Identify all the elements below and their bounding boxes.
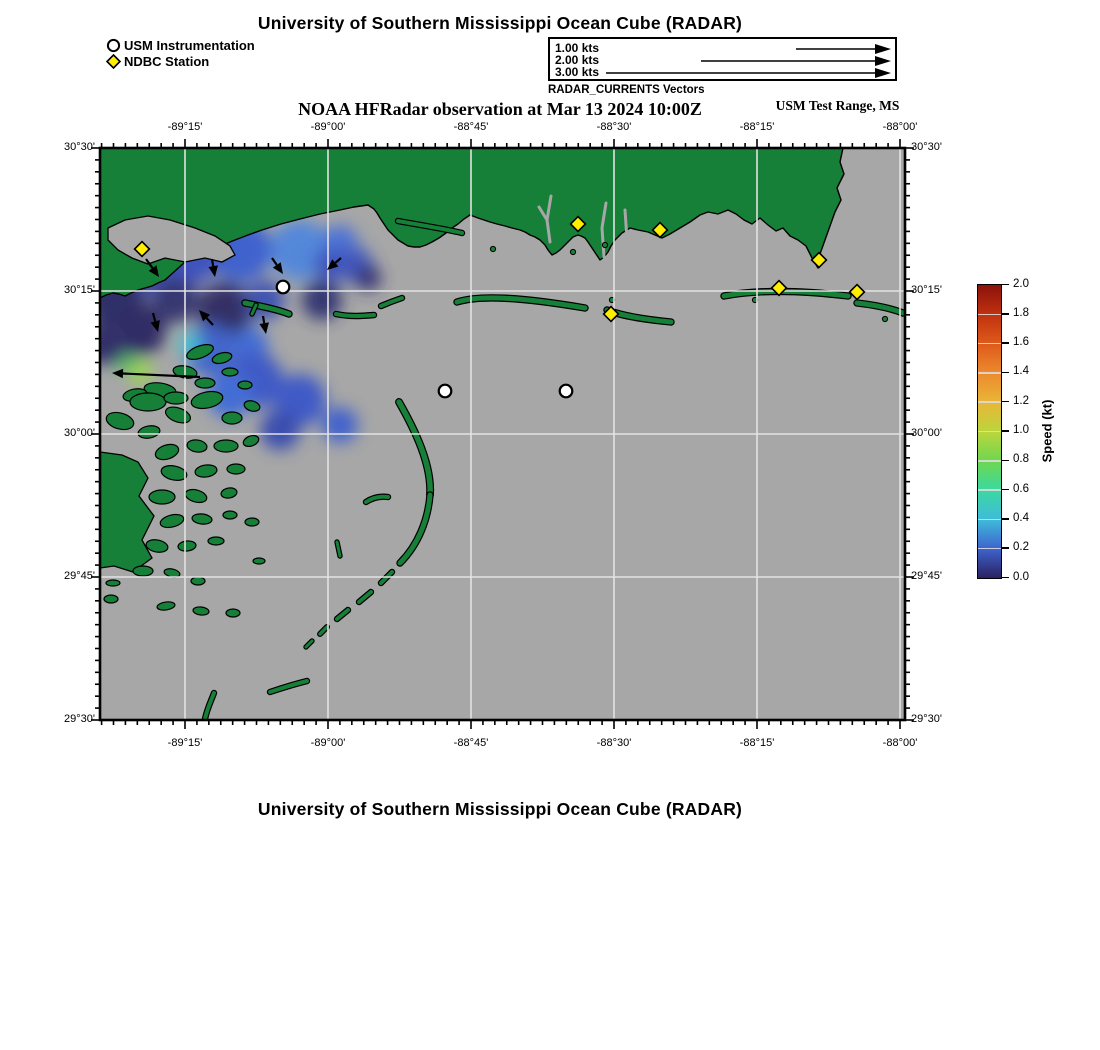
- current-vector-tail: [263, 316, 264, 323]
- colorbar-tick: [1002, 489, 1009, 491]
- lat-tick-label-left: 29°45': [64, 570, 95, 582]
- usm-station-marker: [560, 385, 573, 398]
- marsh-island: [222, 368, 238, 376]
- lat-tick-label-right: 30°30': [911, 141, 942, 153]
- marsh-island: [226, 609, 240, 617]
- marsh-island: [223, 511, 237, 519]
- colorbar-level-line: [978, 548, 1001, 550]
- range-subtitle: USM Test Range, MS: [775, 98, 900, 113]
- islet: [882, 316, 887, 321]
- marsh-island: [238, 381, 252, 389]
- colorbar-level-line: [978, 489, 1001, 491]
- marsh-island: [208, 537, 224, 545]
- lon-tick-label-top: -88°30': [596, 121, 632, 133]
- lat-tick-label-right: 30°00': [911, 427, 942, 439]
- lon-tick-label-bottom: -88°15': [739, 737, 775, 749]
- river-channel: [625, 210, 627, 240]
- colorbar-gradient: [978, 285, 1001, 578]
- vector-scale-caption: RADAR_CURRENTS Vectors: [548, 84, 705, 96]
- colorbar-level-line: [978, 519, 1001, 521]
- scale-arrow-head: [875, 68, 891, 78]
- colorbar-tick-label: 2.0: [1013, 277, 1029, 290]
- colorbar-level-line: [978, 372, 1001, 374]
- current-vector-tail: [212, 259, 213, 266]
- marsh-island: [245, 518, 259, 526]
- lon-tick-label-bottom: -89°15': [167, 737, 203, 749]
- lon-tick-label-bottom: -88°00': [882, 737, 918, 749]
- islet: [570, 249, 575, 254]
- colorbar-tick: [1002, 460, 1009, 462]
- legend-label-usm: USM Instrumentation: [124, 37, 255, 53]
- vector-scale-label-2: 2.00 kts: [555, 53, 600, 67]
- barrier-island: [336, 314, 374, 316]
- colorbar-tick-label: 1.4: [1013, 365, 1029, 378]
- lat-tick-label-left: 29°30': [64, 713, 95, 725]
- circle-icon: [106, 38, 121, 53]
- colorbar-tick: [1002, 401, 1009, 403]
- lon-tick-label-top: -89°15': [167, 121, 203, 133]
- lon-tick-label-bottom: -88°45': [453, 737, 489, 749]
- colorbar-tick-label: 0.2: [1013, 541, 1029, 554]
- lon-tick-label-top: -88°15': [739, 121, 775, 133]
- colorbar-level-line: [978, 343, 1001, 345]
- colorbar-tick-label: 1.0: [1013, 424, 1029, 436]
- colorbar-tick: [1002, 342, 1009, 344]
- marsh-island: [222, 412, 242, 424]
- lat-tick-label-right: 30°15': [911, 284, 942, 296]
- colorbar-tick-label: 1.2: [1013, 394, 1029, 407]
- page-title: University of Southern Mississippi Ocean Cube (RADAR): [257, 13, 743, 33]
- speed-blob: [83, 321, 127, 365]
- colorbar-tick: [1002, 284, 1009, 286]
- lat-tick-label-right: 29°45': [911, 570, 942, 582]
- colorbar-tick-label: 1.8: [1013, 306, 1029, 319]
- marsh-island: [195, 378, 215, 388]
- colorbar-level-line: [978, 431, 1001, 433]
- colorbar-tick-label: 0.8: [1013, 453, 1029, 466]
- colorbar-tick: [1002, 430, 1009, 432]
- vector-scale-arrows: [550, 39, 895, 79]
- colorbar-tick: [1002, 577, 1009, 579]
- colorbar-tick: [1002, 547, 1009, 549]
- scale-arrow-head: [875, 56, 891, 66]
- lat-tick-label-left: 30°00': [64, 427, 95, 439]
- marsh-island: [133, 566, 153, 576]
- colorbar-tick-label: 1.6: [1013, 336, 1029, 349]
- colorbar-level-line: [978, 460, 1001, 462]
- marsh-island: [104, 595, 118, 603]
- marsh-island: [227, 464, 245, 474]
- colorbar-tick: [1002, 518, 1009, 520]
- scale-arrow-head: [875, 44, 891, 54]
- legend-item-usm: [106, 37, 255, 53]
- islet: [602, 242, 607, 247]
- lon-tick-label-bottom: -88°30': [596, 737, 632, 749]
- speed-blob: [260, 410, 300, 450]
- colorbar-title: Speed (kt): [1039, 399, 1055, 463]
- lat-tick-label-right: 29°30': [911, 713, 942, 725]
- lon-tick-label-top: -88°00': [882, 121, 918, 133]
- marsh-island: [214, 440, 238, 452]
- marsh-island: [106, 580, 120, 586]
- colorbar-level-line: [978, 314, 1001, 316]
- colorbar-level-line: [978, 401, 1001, 403]
- bottom-title: University of Southern Mississippi Ocean Cube (RADAR): [257, 799, 743, 819]
- colorbar-tick-label: 0.4: [1013, 511, 1029, 524]
- colorbar-tick-label: 0.6: [1013, 482, 1029, 495]
- marsh-island: [149, 490, 175, 504]
- marsh-island: [253, 558, 265, 564]
- colorbar-tick: [1002, 313, 1009, 315]
- islet: [490, 246, 495, 251]
- usm-station-marker: [439, 385, 452, 398]
- marsh-island: [191, 577, 205, 585]
- colorbar: [977, 284, 1002, 579]
- lon-tick-label-bottom: -89°00': [310, 737, 346, 749]
- legend-item-ndbc: [106, 53, 209, 69]
- colorbar-tick: [1002, 372, 1009, 374]
- speed-blob: [152, 277, 198, 323]
- colorbar-tick-label: 0.0: [1013, 570, 1029, 583]
- vector-scale-box: [548, 37, 897, 81]
- observation-subtitle: NOAA HFRadar observation at Mar 13 2024 10:00Z: [298, 99, 702, 119]
- vector-scale-label-1: 1.00 kts: [555, 41, 600, 55]
- speed-blob: [355, 265, 381, 291]
- legend-label-ndbc: NDBC Station: [124, 53, 210, 69]
- marsh-island: [130, 393, 166, 411]
- lon-tick-label-top: -88°45': [453, 121, 489, 133]
- diamond-icon: [106, 54, 121, 69]
- lat-tick-label-left: 30°30': [64, 141, 95, 153]
- lat-tick-label-left: 30°15': [64, 284, 95, 296]
- lon-tick-label-top: -89°00': [310, 121, 346, 133]
- vector-scale-label-3: 3.00 kts: [555, 65, 600, 79]
- usm-station-marker: [277, 281, 290, 294]
